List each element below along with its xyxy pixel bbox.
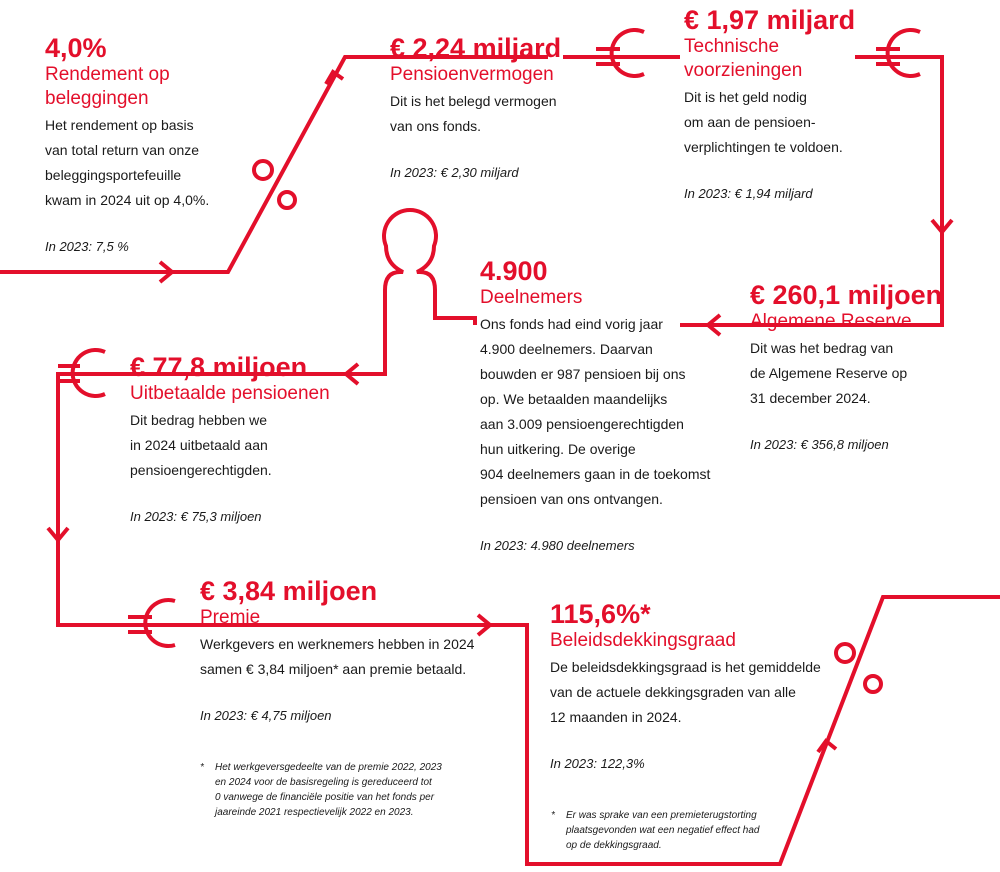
desc-line: aan 3.009 pensioengerechtigden: [480, 416, 684, 432]
premie-prev: In 2023: € 4,75 miljoen: [200, 708, 332, 723]
voorzieningen-value: € 1,97 miljard: [684, 5, 856, 35]
premie-label: Premie: [200, 607, 261, 628]
desc-line: 12 maanden in 2024.: [550, 709, 682, 725]
uitbetaald-prev: In 2023: € 75,3 miljoen: [130, 509, 262, 524]
desc-line: Dit is het belegd vermogen: [390, 93, 557, 109]
card-technische-voorzieningen: [684, 5, 859, 201]
reserve-prev: In 2023: € 356,8 miljoen: [750, 437, 889, 452]
reserve-label: Algemene Reserve: [750, 311, 912, 332]
rendement-prev: In 2023: 7,5 %: [45, 239, 129, 254]
desc-line: van de actuele dekkingsgraden van alle: [550, 684, 796, 700]
desc-line: om aan de pensioen-: [684, 114, 816, 130]
euro-icon: [596, 30, 644, 76]
card-algemene-reserve: [750, 280, 990, 452]
footnote-line: en 2024 voor de basisregeling is gereduceerd tot: [215, 777, 432, 788]
card-rendement: [45, 33, 235, 254]
desc-line: bouwden er 987 pensioen bij ons: [480, 366, 686, 382]
desc-line: De beleidsdekkingsgraad is het gemiddelde: [550, 659, 821, 675]
footnote-line: op de dekkingsgraad.: [566, 840, 662, 851]
desc-line: 4.900 deelnemers. Daarvan: [480, 341, 653, 357]
voorzieningen-label: Technische voorzieningen: [684, 36, 803, 81]
desc-line: 31 december 2024.: [750, 390, 871, 406]
desc-line: Dit bedrag hebben we: [130, 412, 267, 428]
rendement-label: Rendement op beleggingen: [45, 64, 170, 109]
euro-icon: [876, 30, 920, 76]
uitbetaald-desc: [130, 408, 350, 483]
desc-line: Dit is het geld nodig: [684, 89, 807, 105]
dekking-prev: In 2023: 122,3%: [550, 756, 645, 771]
deelnemers-value: 4.900: [480, 256, 548, 286]
footnote-line: plaatsgevonden wat een negatief effect had: [566, 825, 760, 836]
pensioenvermogen-prev: In 2023: € 2,30 miljard: [390, 165, 519, 180]
desc-line: op. We betaalden maandelijks: [480, 391, 668, 407]
desc-line: samen € 3,84 miljoen* aan premie betaald.: [200, 661, 467, 677]
deelnemers-desc: [480, 312, 720, 512]
footnote-marker: *: [551, 810, 555, 821]
footnote-line: Het werkgeversgedeelte van de premie 2022, 2023: [215, 762, 442, 773]
desc-line: Ons fonds had eind vorig jaar: [480, 316, 663, 332]
reserve-value: € 260,1 miljoen: [750, 280, 943, 310]
voorzieningen-prev: In 2023: € 1,94 miljard: [684, 186, 813, 201]
premie-desc: [200, 632, 490, 682]
card-deelnemers: [480, 256, 720, 553]
desc-line: in 2024 uitbetaald aan: [130, 437, 268, 453]
voorzieningen-desc: [684, 85, 859, 160]
footnote-line: jaareinde 2021 respectievelijk 2022 en 2023.: [215, 807, 414, 818]
rendement-value: 4,0%: [45, 33, 107, 63]
pensioenvermogen-value: € 2,24 miljard: [390, 33, 562, 63]
card-uitbetaalde-pensioenen: [130, 352, 350, 524]
desc-line: pensioengerechtigden.: [130, 462, 272, 478]
desc-line: kwam in 2024 uit op 4,0%.: [45, 192, 210, 208]
rendement-desc: [45, 113, 235, 213]
dekking-desc: [550, 655, 850, 730]
footnote-line: Er was sprake van een premieterugstorting: [566, 810, 757, 821]
desc-line: van total return van onze: [45, 142, 200, 158]
card-beleidsdekkingsgraad: [550, 599, 850, 771]
desc-line: beleggingsportefeuille: [45, 167, 182, 183]
dekking-label: Beleidsdekkingsgraad: [550, 630, 736, 651]
desc-line: Dit was het bedrag van: [750, 340, 894, 356]
uitbetaald-label: Uitbetaalde pensioenen: [130, 383, 330, 404]
uitbetaald-value: € 77,8 miljoen: [130, 352, 308, 382]
desc-line: de Algemene Reserve op: [750, 365, 908, 381]
pensioenvermogen-desc: [390, 89, 590, 139]
pensioenvermogen-label: Pensioenvermogen: [390, 64, 554, 85]
dekking-value: 115,6%*: [550, 599, 651, 629]
premie-value: € 3,84 miljoen: [200, 576, 378, 606]
footnote-dekking: [551, 808, 796, 853]
desc-line: verplichtingen te voldoen.: [684, 139, 843, 155]
person-icon: [384, 210, 460, 325]
desc-line: van ons fonds.: [390, 118, 482, 134]
card-premie: [200, 576, 490, 723]
footnote-premie: [200, 760, 465, 820]
card-pensioenvermogen: [390, 33, 590, 180]
footnote-line: 0 vanwege de financiële positie van het fonds per: [215, 792, 435, 803]
desc-line: hun uitkering. De overige: [480, 441, 636, 457]
desc-line: Het rendement op basis: [45, 117, 194, 133]
desc-line: pensioen van ons ontvangen.: [480, 491, 663, 507]
desc-line: Werkgevers en werknemers hebben in 2024: [200, 636, 475, 652]
deelnemers-label: Deelnemers: [480, 287, 583, 308]
desc-line: 904 deelnemers gaan in de toekomst: [480, 466, 711, 482]
footnote-marker: *: [200, 762, 204, 773]
deelnemers-prev: In 2023: 4.980 deelnemers: [480, 538, 635, 553]
reserve-desc: [750, 336, 990, 411]
